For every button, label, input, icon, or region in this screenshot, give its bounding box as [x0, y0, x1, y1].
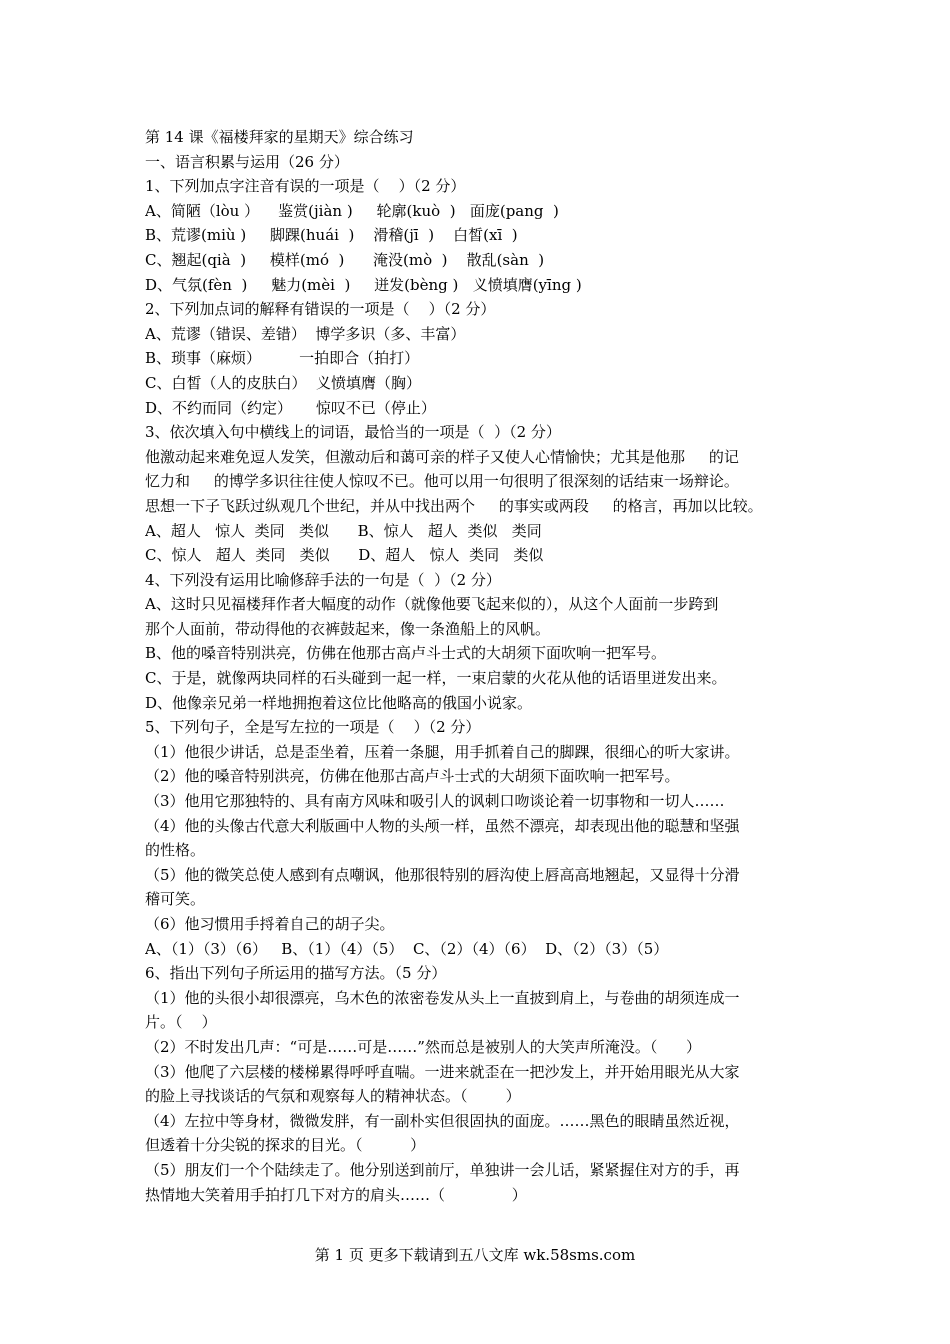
q3-options-ab: A、超人 惊人 类同 类似 B、惊人 超人 类似 类同	[145, 521, 542, 540]
q5-item-4: （4）他的头像古代意大利版画中人物的头颅一样，虽然不漂亮，却表现出他的聪慧和坚强	[145, 816, 740, 835]
q2-option-b: B、琐事（麻烦） 一拍即合（拍打）	[145, 349, 420, 368]
q3-passage-line: 忆力和 的博学多识往往使人惊叹不已。他可以用一句很明了很深刻的话结束一场辩论。	[145, 472, 739, 491]
q2-option-a: A、荒谬（错误、差错） 博学多识（多、丰富）	[145, 324, 466, 343]
q6-item-5-cont: 热情地大笑着用手拍打几下对方的肩头……（ ）	[145, 1185, 527, 1204]
q5-item-6: （6）他习惯用手捋着自己的胡子尖。	[145, 915, 395, 933]
question-5: 5、下列句子，全是写左拉的一项是（ ）（2 分）	[145, 718, 481, 737]
document-body	[145, 125, 813, 1207]
question-6: 6、指出下列句子所运用的描写方法。（5 分）	[145, 964, 447, 983]
q1-option-b: B、荒谬(miù ) 脚踝(huái ) 滑稽(jī ) 白皙(xī )	[145, 226, 518, 245]
q6-item-4: （4）左拉中等身材，微微发胖，有一副朴实但很固执的面庞。……黑色的眼睛虽然近视，	[145, 1111, 740, 1130]
q5-item-4-cont: 的性格。	[145, 841, 206, 860]
q1-option-c: C、翘起(qià ) 模样(mó ) 淹没(mò ) 散乱(sàn )	[145, 250, 545, 269]
q6-item-3-cont: 的脸上寻找谈话的气氛和观察每人的精神状态。（ ）	[145, 1087, 521, 1106]
q5-item-2: （2）他的嗓音特别洪亮，仿佛在他那古高卢斗士式的大胡须下面吹响一把军号。	[145, 767, 680, 786]
q6-item-2: （2）不时发出几声：“可是……可是……”然而总是被别人的大笑声所淹没。（ ）	[145, 1037, 701, 1056]
q1-option-d: D、气氛(fèn ) 魅力(mèi ) 迸发(bèng ) 义愤填膺(yīng )	[145, 275, 582, 294]
q6-item-1: （1）他的头很小却很漂亮，乌木色的浓密卷发从头上一直披到肩上，与卷曲的胡须连成一	[145, 988, 740, 1007]
q5-item-3: （3）他用它那独特的、具有南方风味和吸引人的讽刺口吻谈论着一切事物和一切人……	[145, 792, 725, 811]
q6-item-3: （3）他爬了六层楼的楼梯累得呼呼直喘。一进来就歪在一把沙发上，并开始用眼光从大家	[145, 1062, 740, 1081]
q4-option-c: C、于是，就像两块同样的石头碰到一起一样，一束启蒙的火花从他的话语里迸发出来。	[145, 669, 727, 688]
q4-option-b: B、他的嗓音特别洪亮，仿佛在他那古高卢斗士式的大胡须下面吹响一把军号。	[145, 644, 667, 663]
section-heading: 一、语言积累与运用（26 分）	[145, 152, 349, 171]
q4-option-a-cont: 那个人面前，带动得他的衣裤鼓起来，像一条渔船上的风帆。	[145, 619, 551, 638]
question-3: 3、依次填入句中横线上的词语，最恰当的一项是（ ）（2 分）	[145, 423, 561, 442]
q6-item-5: （5）朋友们一个个陆续走了。他分别送到前厅，单独讲一会儿话，紧紧握住对方的手，再	[145, 1160, 740, 1179]
q1-option-a: A、简陋（lòu ） 鉴赏(jiàn ) 轮廓(kuò ) 面庞(pang )	[145, 201, 559, 220]
q6-item-1-cont: 片。（ ）	[145, 1013, 217, 1032]
question-1: 1、下列加点字注音有误的一项是（ ）（2 分）	[145, 177, 466, 196]
q5-item-1: （1）他很少讲话，总是歪坐着，压着一条腿，用手抓着自己的脚踝，很细心的听大家讲。	[145, 742, 740, 761]
q2-option-d: D、不约而同（约定） 惊叹不已（停止）	[145, 398, 436, 417]
q3-passage-line: 思想一下子飞跃过纵观几个世纪，并从中找出两个 的事实或两段 的格言，再加以比较。	[145, 496, 763, 515]
q4-option-d: D、他像亲兄弟一样地拥抱着这位比他略高的俄国小说家。	[145, 693, 533, 712]
question-2: 2、下列加点词的解释有错误的一项是（ ）（2 分）	[145, 300, 496, 319]
q3-options-cd: C、惊人 超人 类同 类似 D、超人 惊人 类同 类似	[145, 546, 544, 565]
q6-item-4-cont: 但透着十分尖锐的探求的目光。（ ）	[145, 1136, 426, 1155]
q5-item-5: （5）他的微笑总使人感到有点嘲讽，他那很特别的唇沟使上唇高高地翘起，又显得十分滑	[145, 865, 740, 884]
q3-passage-line: 他激动起来难免逗人发笑，但激动后和蔼可亲的样子又使人心情愉快；尤其是他那 的记	[145, 447, 739, 466]
document-title: 第 14 课《福楼拜家的星期天》综合练习	[145, 128, 414, 146]
q2-option-c: C、白皙（人的皮肤白） 义愤填膺（胸）	[145, 373, 422, 392]
page-footer: 第 1 页 更多下载请到五八文库 wk.58sms.com	[314, 1246, 636, 1264]
q5-item-5-cont: 稽可笑。	[145, 890, 206, 909]
q5-options: A、（1）（3）（6） B、（1）（4）（5） C、（2）（4）（6） D、（2）（3）（5）	[145, 939, 669, 958]
question-4: 4、下列没有运用比喻修辞手法的一句是（ ）（2 分）	[145, 570, 501, 589]
q4-option-a: A、这时只见福楼拜作者大幅度的动作（就像他要飞起来似的），从这个人面前一步跨到	[145, 595, 719, 614]
